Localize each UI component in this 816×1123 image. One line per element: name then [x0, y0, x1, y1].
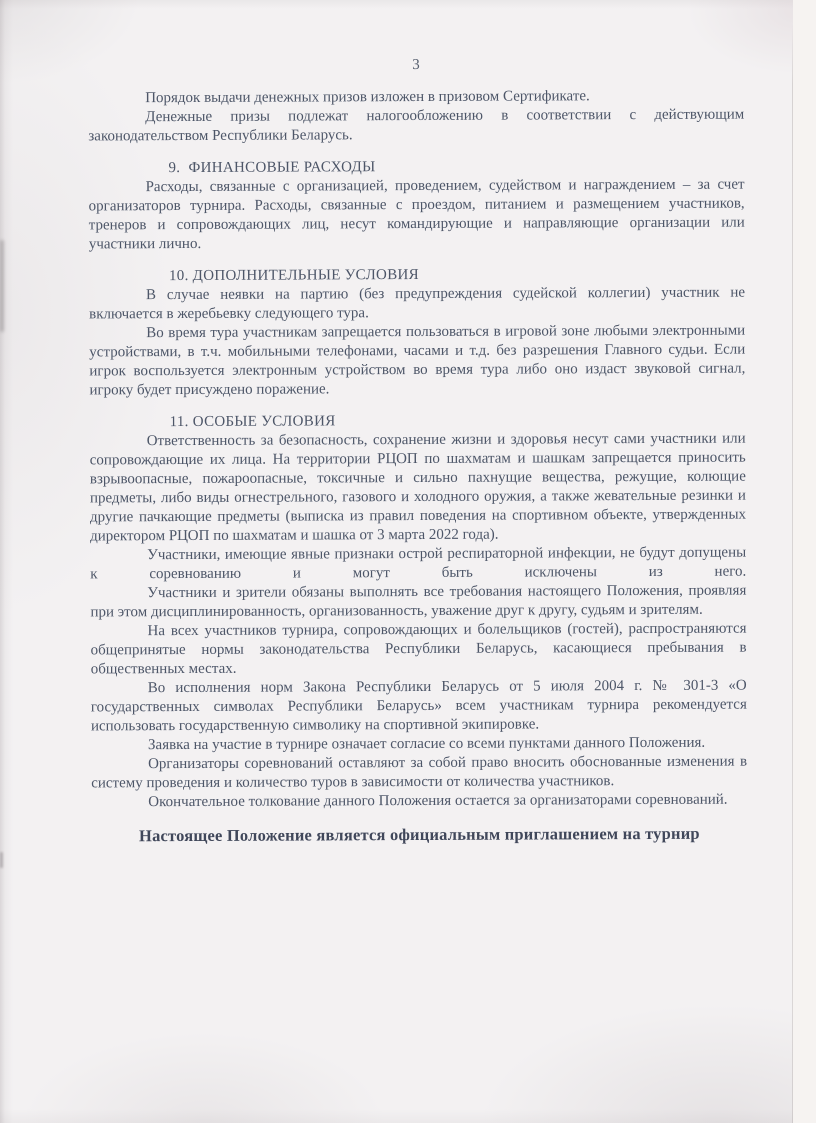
paragraph: На всех участников турнира, сопровождающих и болельщиков (гостей), распространяются общепринятые нормы законодательства Республики Беларусь, касающиеся пребывания в общественных местах. [90, 620, 747, 678]
scanner-background-strip [793, 0, 816, 1123]
paragraph: Денежные призы подлежат налогообложению в соответствии с действующим законодательством Республики Беларусь. [88, 106, 745, 145]
paragraph: Организаторы соревнований оставляют за собой право вносить обоснованные изменения в систему проведения и количество туров в зависимости от количества участников. [91, 753, 748, 792]
paragraph: Порядок выдачи денежных призов изложен в призовом Сертификате. [145, 88, 590, 107]
paragraph: В случае неявки на партию (без предупреждения судейской коллегии) участник не включается в жеребьевку следующего тура. [89, 284, 746, 323]
paragraph: Окончательное толкование данного Положения остается за организаторами соревнований. [148, 791, 728, 811]
section-heading: 10. ДОПОЛНИТЕЛЬНЫЕ УСЛОВИЯ [168, 266, 419, 285]
paragraph: Участники и зрители обязаны выполнять все требования настоящего Положения, проявляя при этом дисциплинированность, организованность, уважение друг к другу, судьям и зрителям. [90, 582, 747, 621]
page-number: 3 [412, 56, 420, 74]
page-left-edge-shadow [0, 240, 4, 332]
section-heading: 9. ФИНАНСОВЫЕ РАСХОДЫ [168, 159, 376, 177]
page-left-edge-mark [0, 852, 3, 868]
paragraph: Участники, имеющие явные признаки острой респираторной инфекции, не будут допущены к соревнованию и могут быть исключены из него. [90, 544, 747, 583]
closing-statement: Настоящее Положение является официальным приглашением на турнир [138, 823, 700, 846]
document-body [88, 87, 747, 813]
paragraph: Во исполнения норм Закона Республики Беларусь от 5 июля 2004 г. № 301-3 «О государственных символах Республики Беларусь» всем участникам турнира рекомендуется использовать государственную символику на спортивной экипировке. [90, 677, 747, 735]
paragraph: Ответственность за безопасность, сохранение жизни и здоровья несут сами участники или сопровождающие их лица. На территории РЦОП по шахматам и шашкам запрещается приносить взрывоопасные, пожароопасные, токсичные и сильно пахнущие вещества, режущие, колющие предметы, либо виды огнестрельного, газового и холодного оружия, а также жевательные резинки и другие пачкающие предметы (выписка из правил поведения на спортивном объекте, утвержденных директором РЦОП по шахматам и шашка от 3 марта 2022 года). [89, 430, 747, 545]
paragraph: Во время тура участникам запрещается пользоваться в игровой зоне любыми электронными устройствами, в т.ч. мобильными телефонами, часами и т.д. без разрешения Главного судьи. Если игрок воспользуется электронным устройством во время тура либо оно издаст звуковой сигнал, игроку будет присуждено поражение. [89, 322, 746, 399]
page-right-edge-line [792, 24, 793, 1123]
paragraph: Заявка на участие в турнире означает согласие со всеми пунктами данного Положения. [147, 734, 706, 754]
paragraph: Расходы, связанные с организацией, проведением, судейством и награждением – за счет организаторов турнира. Расходы, связанные с проездом, питанием и размещением участников, тренеров и сопровождающих лиц, несут командирующие и направляющие организации или участники лично. [88, 176, 745, 253]
document-content [88, 55, 747, 847]
section-heading: 11. ОСОБЫЕ УСЛОВИЯ [169, 413, 336, 431]
